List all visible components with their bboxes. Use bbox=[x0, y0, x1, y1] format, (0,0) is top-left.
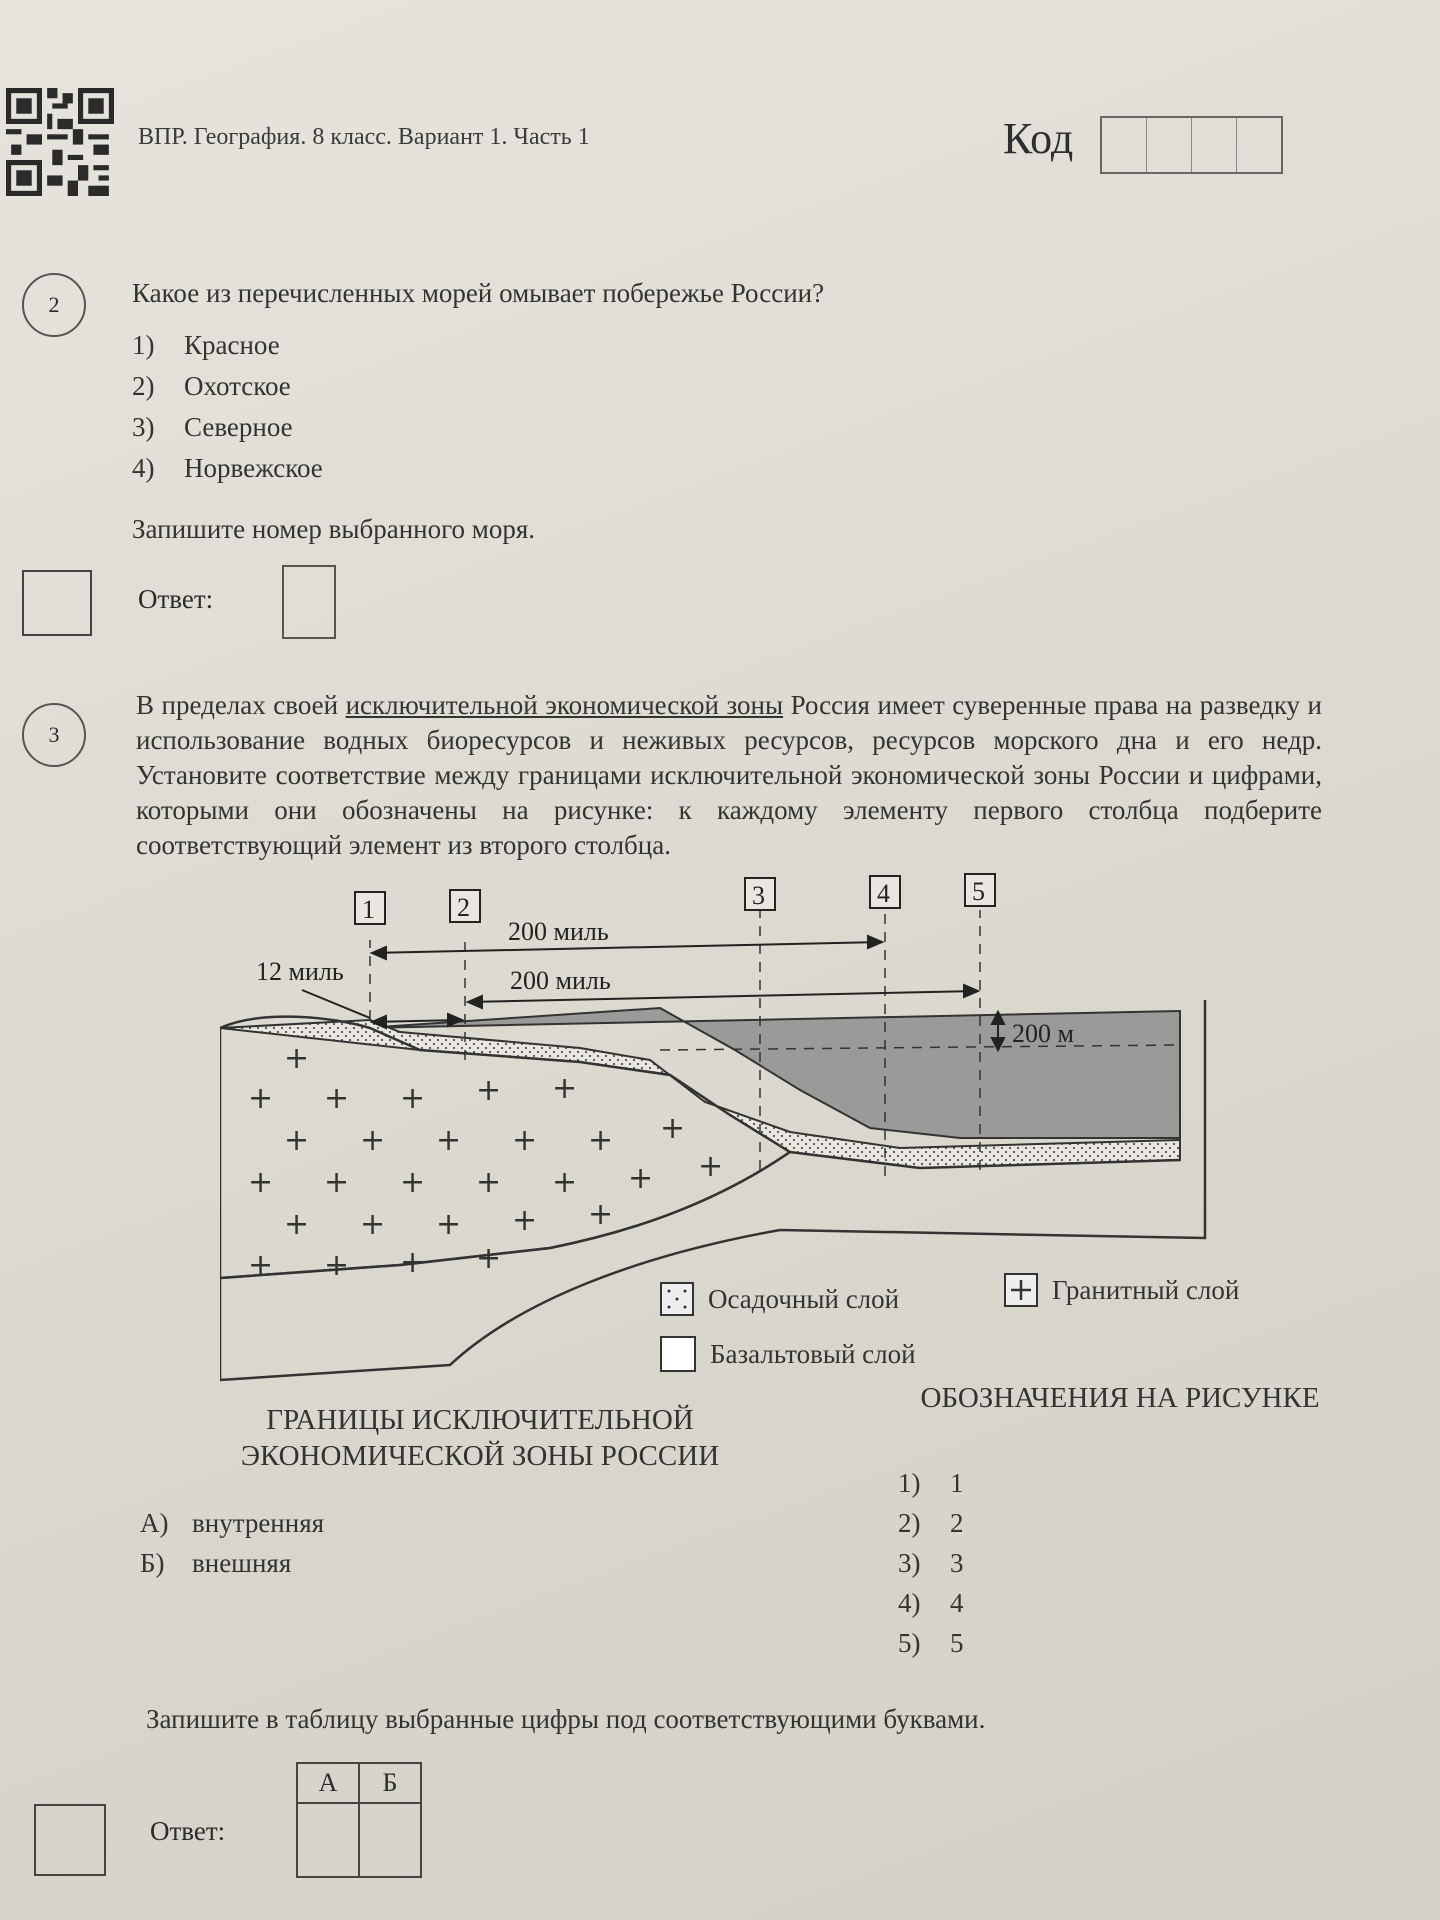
svg-text:+: + bbox=[248, 1165, 274, 1200]
svg-text:+: + bbox=[552, 1165, 578, 1200]
code-cell[interactable] bbox=[1237, 118, 1281, 172]
svg-text:+: + bbox=[400, 1081, 426, 1116]
q3-instruction: Запишите в таблицу выбранные цифры под соответствующими буквами. bbox=[146, 1704, 986, 1734]
column-2-item-2: 2) 2 bbox=[898, 1508, 964, 1538]
column-2-item-5: 5) 5 bbox=[898, 1628, 964, 1658]
depth-label-200m: 200 м bbox=[1012, 1019, 1074, 1048]
svg-text:+: + bbox=[360, 1207, 386, 1242]
svg-text:+: + bbox=[436, 1207, 462, 1242]
question-2-text: Какое из перечисленных морей омывает побережье России? bbox=[132, 278, 825, 308]
svg-text:+: + bbox=[248, 1081, 274, 1116]
svg-text:+: + bbox=[588, 1123, 614, 1158]
underlined-term: исключительной экономической зоны bbox=[345, 690, 784, 720]
column-2-item-3: 3) 3 bbox=[898, 1548, 964, 1578]
code-input-boxes[interactable] bbox=[1100, 116, 1283, 174]
question-2-number: 2 bbox=[22, 273, 86, 337]
q2-option-3: 3) Северное bbox=[132, 412, 293, 442]
column-1-item-b: Б) внешняя bbox=[140, 1548, 292, 1578]
boundary-marker-4: 4 bbox=[877, 879, 890, 908]
boundary-marker-3: 3 bbox=[752, 881, 765, 910]
column-1-item-a: А) внутренняя bbox=[140, 1508, 325, 1538]
svg-text:+: + bbox=[284, 1207, 310, 1242]
q2-score-box bbox=[22, 570, 92, 636]
svg-text:+: + bbox=[588, 1197, 614, 1232]
q2-option-1: 1) Красное bbox=[132, 330, 280, 360]
distance-label-200-lower: 200 миль bbox=[510, 966, 611, 995]
svg-text:+: + bbox=[248, 1248, 274, 1283]
q2-option-2: 2) Охотское bbox=[132, 371, 291, 401]
basalt-swatch-icon bbox=[660, 1336, 696, 1372]
svg-text:+: + bbox=[476, 1241, 502, 1276]
svg-text:+: + bbox=[360, 1123, 386, 1158]
svg-text:+: + bbox=[552, 1071, 578, 1106]
legend-sedimentary: Осадочный слой bbox=[660, 1282, 899, 1316]
legend-basalt: Базальтовый слой bbox=[660, 1336, 916, 1372]
svg-text:+: + bbox=[324, 1165, 350, 1200]
svg-text:+: + bbox=[400, 1245, 426, 1280]
boundary-marker-2: 2 bbox=[457, 893, 470, 922]
q3-score-box bbox=[34, 1804, 106, 1876]
code-label: Код bbox=[1003, 114, 1074, 163]
boundary-marker-5: 5 bbox=[972, 877, 985, 906]
svg-text:+: + bbox=[284, 1041, 310, 1076]
question-3-number: 3 bbox=[22, 703, 86, 767]
q2-answer-label: Ответ: bbox=[138, 584, 214, 614]
answer-table-header-a: А bbox=[297, 1763, 359, 1803]
svg-text:+: + bbox=[324, 1248, 350, 1283]
q3-answer-table bbox=[296, 1762, 422, 1878]
svg-text:+: + bbox=[324, 1081, 350, 1116]
column-2-item-1: 1) 1 bbox=[898, 1468, 964, 1498]
code-cell[interactable] bbox=[1102, 118, 1147, 172]
legend-granite: Гранитный слой bbox=[1004, 1273, 1239, 1307]
svg-text:+: + bbox=[284, 1123, 310, 1158]
code-cell[interactable] bbox=[1147, 118, 1192, 172]
svg-text:+: + bbox=[512, 1203, 538, 1238]
code-cell[interactable] bbox=[1192, 118, 1237, 172]
answer-cell-a[interactable] bbox=[297, 1803, 359, 1877]
svg-text:+: + bbox=[400, 1165, 426, 1200]
svg-text:+: + bbox=[512, 1123, 538, 1158]
svg-text:+: + bbox=[476, 1073, 502, 1108]
page-header-title: ВПР. География. 8 класс. Вариант 1. Часть 1 bbox=[138, 124, 590, 150]
column-2-title: ОБОЗНАЧЕНИЯ НА РИСУНКЕ bbox=[920, 1382, 1320, 1414]
svg-text:+: + bbox=[660, 1111, 686, 1146]
column-2-item-4: 4) 4 bbox=[898, 1588, 964, 1618]
q2-instruction: Запишите номер выбранного моря. bbox=[132, 514, 535, 544]
svg-text:+: + bbox=[628, 1161, 654, 1196]
distance-label-12: 12 миль bbox=[256, 957, 344, 986]
distance-label-200-upper: 200 миль bbox=[508, 917, 609, 946]
qr-code-icon bbox=[6, 88, 114, 196]
q2-option-4: 4) Норвежское bbox=[132, 453, 323, 483]
svg-text:+: + bbox=[436, 1123, 462, 1158]
boundary-marker-1: 1 bbox=[362, 895, 375, 924]
answer-cell-b[interactable] bbox=[359, 1803, 421, 1877]
granite-swatch-icon bbox=[1004, 1273, 1038, 1307]
column-1-title: ГРАНИЦЫ ИСКЛЮЧИТЕЛЬНОЙ ЭКОНОМИЧЕСКОЙ ЗОНЫ РОССИИ bbox=[240, 1404, 720, 1472]
sedimentary-swatch-icon bbox=[660, 1282, 694, 1316]
question-3-text: В пределах своей исключительной экономической зоны Россия имеет суверенные права на разведку и использование водных биоресурсов и неживых ресурсов, ресурсов морского дна и его недр. Установите соответствие между границами исключительной экономической зоны России и цифрами, которыми они обозначены на рисунке: к каждому элементу первого столбца подберите соответствующий элемент из второго столбца. bbox=[136, 690, 1323, 860]
q3-answer-label: Ответ: bbox=[150, 1816, 226, 1846]
q2-answer-box[interactable] bbox=[282, 565, 336, 639]
svg-text:+: + bbox=[698, 1149, 724, 1184]
answer-table-header-b: Б bbox=[359, 1763, 421, 1803]
granite-plus-marks bbox=[248, 1041, 723, 1283]
svg-text:+: + bbox=[476, 1165, 502, 1200]
